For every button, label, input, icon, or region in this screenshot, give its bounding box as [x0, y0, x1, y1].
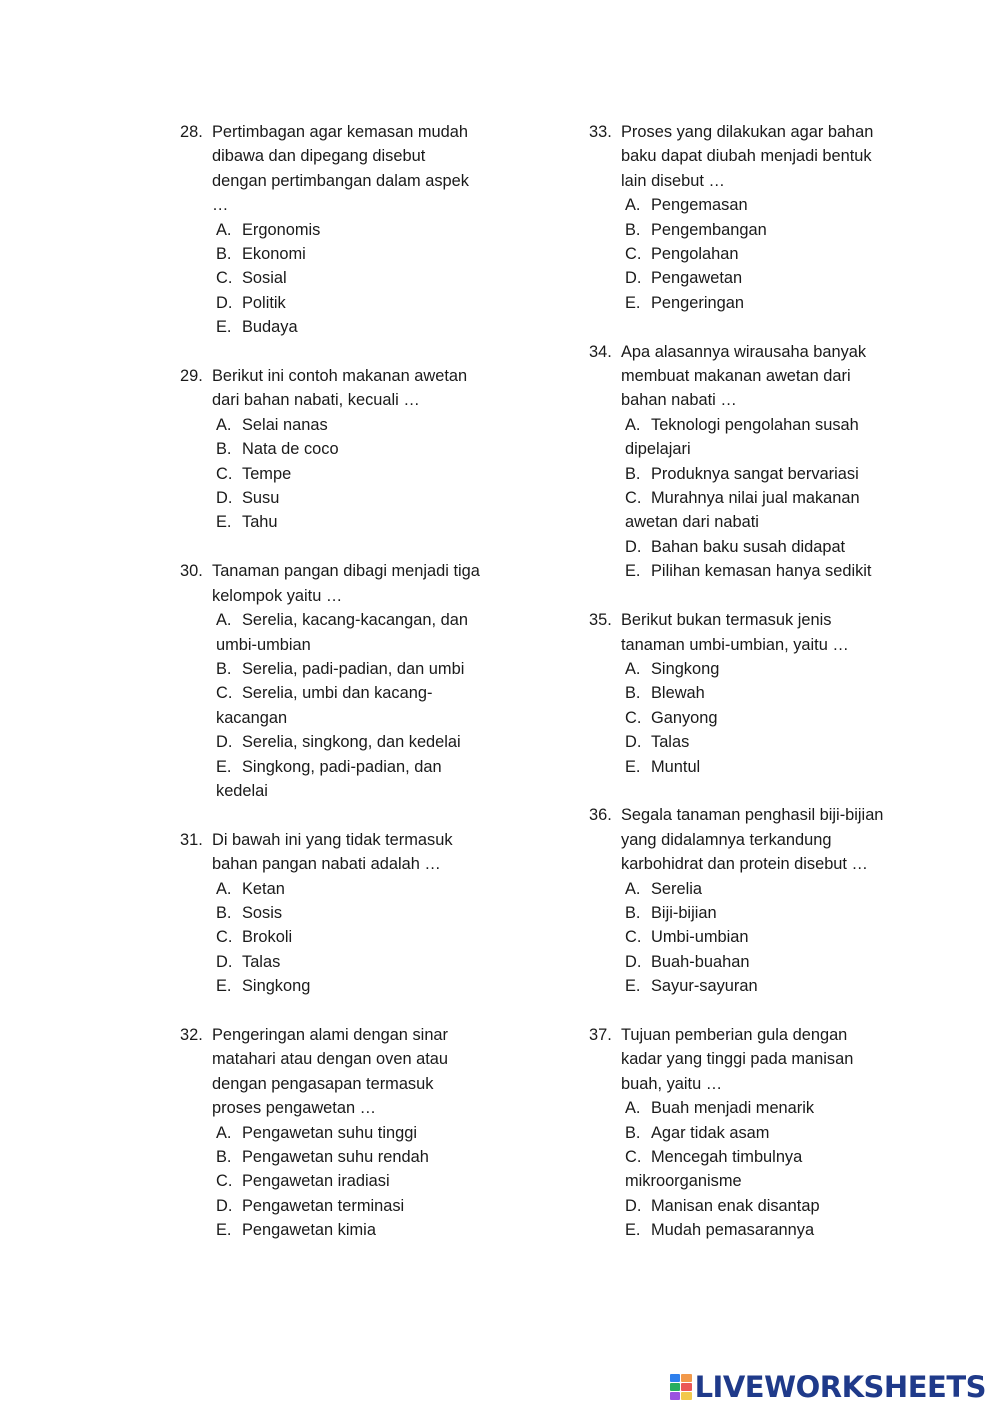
answer-options — [180, 608, 480, 803]
answer-option[interactable] — [180, 974, 480, 998]
question-text: Segala tanaman penghasil biji-bijian yang didalamnya terkandung karbohidrat dan protein disebut … — [621, 806, 884, 874]
option-text: Murahnya nilai jual makanan awetan dari nabati — [625, 489, 860, 532]
answer-option[interactable] — [589, 730, 889, 754]
answer-option[interactable] — [180, 608, 480, 657]
option-letter: E. — [216, 513, 232, 532]
question-stem — [589, 120, 889, 193]
question-stem — [180, 828, 480, 877]
option-letter: C. — [216, 269, 233, 288]
option-text: Pengawetan suhu tinggi — [242, 1123, 417, 1142]
question-stem — [589, 340, 889, 413]
option-text: Mudah pemasarannya — [651, 1221, 815, 1240]
answer-option[interactable] — [180, 218, 480, 242]
option-text: Sosial — [242, 269, 287, 288]
liveworksheets-logo — [670, 1370, 986, 1404]
option-letter: B. — [216, 440, 232, 459]
answer-option[interactable] — [589, 901, 889, 925]
question-35 — [589, 608, 889, 779]
left-question-column — [180, 120, 480, 1267]
option-letter: A. — [216, 879, 232, 898]
option-text: Pengawetan terminasi — [242, 1196, 405, 1215]
answer-option[interactable] — [589, 1096, 889, 1120]
option-letter: E. — [625, 757, 641, 776]
option-letter: E. — [216, 977, 232, 996]
option-text: Blewah — [651, 684, 705, 703]
option-text: Pengawetan iradiasi — [242, 1172, 390, 1191]
answer-option[interactable] — [589, 657, 889, 681]
question-32 — [180, 1023, 480, 1243]
answer-option[interactable] — [180, 291, 480, 315]
answer-option[interactable] — [589, 950, 889, 974]
option-letter: B. — [625, 1123, 641, 1142]
option-letter: D. — [216, 733, 233, 752]
option-text: Ganyong — [651, 708, 718, 727]
option-letter: B. — [625, 464, 641, 483]
answer-option[interactable] — [589, 242, 889, 266]
answer-option[interactable] — [180, 486, 480, 510]
option-text: Serelia, umbi dan kacang-kacangan — [216, 684, 433, 727]
answer-option[interactable] — [589, 681, 889, 705]
option-letter: D. — [625, 269, 642, 288]
answer-option[interactable] — [180, 266, 480, 290]
option-letter: B. — [625, 903, 641, 922]
option-letter: A. — [216, 611, 232, 630]
answer-option[interactable] — [589, 291, 889, 315]
question-text: Apa alasannya wirausaha banyak membuat makanan awetan dari bahan nabati … — [621, 342, 867, 410]
question-stem — [180, 559, 480, 608]
option-text: Ketan — [242, 879, 285, 898]
option-letter: A. — [216, 220, 232, 239]
answer-option[interactable] — [180, 950, 480, 974]
option-letter: B. — [625, 684, 641, 703]
option-text: Politik — [242, 293, 286, 312]
question-37 — [589, 1023, 889, 1243]
option-text: Bahan baku susah didapat — [651, 537, 846, 556]
option-letter: C. — [625, 928, 642, 947]
option-letter: D. — [625, 537, 642, 556]
answer-option[interactable] — [180, 901, 480, 925]
option-text: Budaya — [242, 318, 298, 337]
logo-square — [670, 1392, 681, 1400]
logo-square — [681, 1383, 692, 1391]
option-text: Talas — [242, 952, 281, 971]
option-letter: A. — [625, 879, 641, 898]
option-text: Pengeringan — [651, 293, 744, 312]
option-text: Tempe — [242, 464, 292, 483]
option-text: Brokoli — [242, 928, 293, 947]
option-letter: D. — [625, 733, 642, 752]
logo-square — [670, 1374, 681, 1382]
option-text: Biji-bijian — [651, 903, 717, 922]
option-text: Sosis — [242, 903, 283, 922]
question-number: 36. — [589, 806, 612, 825]
option-letter: E. — [216, 757, 232, 776]
option-text: Buah-buahan — [651, 952, 750, 971]
answer-option[interactable] — [180, 755, 480, 804]
question-stem — [589, 608, 889, 657]
answer-option[interactable] — [589, 1218, 889, 1242]
option-letter: E. — [216, 1221, 232, 1240]
answer-option[interactable] — [589, 559, 889, 583]
answer-option[interactable] — [589, 218, 889, 242]
option-letter: C. — [216, 464, 233, 483]
option-text: Ergonomis — [242, 220, 321, 239]
option-text: Mencegah timbulnya mikroorganisme — [625, 1148, 803, 1191]
option-text: Pengawetan — [651, 269, 743, 288]
question-28 — [180, 120, 480, 340]
question-number: 30. — [180, 562, 203, 581]
answer-option[interactable] — [589, 706, 889, 730]
option-text: Pengawetan kimia — [242, 1221, 376, 1240]
question-text: Di bawah ini yang tidak termasuk bahan pangan nabati adalah … — [212, 830, 453, 874]
option-letter: C. — [216, 1172, 233, 1191]
question-stem — [180, 364, 480, 413]
answer-option[interactable] — [180, 925, 480, 949]
option-letter: D. — [216, 952, 233, 971]
answer-option[interactable] — [589, 193, 889, 217]
answer-option[interactable] — [180, 510, 480, 534]
answer-options — [180, 1121, 480, 1243]
answer-options — [589, 877, 889, 999]
answer-options — [589, 1096, 889, 1242]
option-letter: C. — [625, 708, 642, 727]
answer-option[interactable] — [180, 1145, 480, 1169]
option-text: Pilihan kemasan hanya sedikit — [651, 562, 872, 581]
answer-option[interactable] — [589, 974, 889, 998]
option-letter: C. — [625, 1148, 642, 1166]
option-text: Pengemasan — [651, 196, 748, 215]
answer-option[interactable] — [180, 242, 480, 266]
question-number: 29. — [180, 367, 203, 386]
option-letter: C. — [625, 245, 642, 264]
option-text: Manisan enak disantap — [651, 1196, 820, 1215]
question-31 — [180, 828, 480, 999]
answer-option[interactable] — [180, 657, 480, 681]
answer-option[interactable] — [589, 1194, 889, 1218]
option-text: Talas — [651, 733, 690, 752]
right-question-column — [589, 120, 889, 1267]
option-letter: D. — [625, 952, 642, 971]
question-stem — [180, 1023, 480, 1121]
option-letter: C. — [216, 684, 233, 703]
answer-options — [180, 218, 480, 340]
option-letter: D. — [216, 489, 233, 508]
option-text: Selai nanas — [242, 415, 328, 434]
option-letter: A. — [216, 1123, 232, 1142]
answer-option[interactable] — [589, 877, 889, 901]
answer-option[interactable] — [180, 462, 480, 486]
option-text: Ekonomi — [242, 245, 306, 264]
answer-option[interactable] — [180, 413, 480, 437]
question-number: 37. — [589, 1025, 612, 1044]
answer-option[interactable] — [180, 437, 480, 461]
option-text: Umbi-umbian — [651, 928, 749, 947]
option-text: Pengolahan — [651, 245, 739, 264]
question-stem — [589, 1023, 889, 1096]
logo-square — [670, 1383, 681, 1391]
option-letter: B. — [625, 220, 641, 239]
option-letter: A. — [625, 659, 641, 678]
option-text: Susu — [242, 489, 280, 508]
answer-option[interactable] — [589, 535, 889, 559]
option-letter: B. — [216, 903, 232, 922]
option-text: Agar tidak asam — [651, 1123, 770, 1142]
option-text: Singkong — [651, 659, 720, 678]
answer-option[interactable] — [589, 1121, 889, 1145]
question-text: Tujuan pemberian gula dengan kadar yang tinggi pada manisan buah, yaitu … — [621, 1025, 854, 1093]
answer-option[interactable] — [589, 413, 889, 462]
option-letter: B. — [216, 1148, 232, 1166]
option-letter: A. — [625, 415, 641, 434]
logo-square — [681, 1374, 692, 1382]
answer-option[interactable] — [180, 1194, 480, 1218]
option-text: Pengembangan — [651, 220, 767, 239]
option-text: Buah menjadi menarik — [651, 1099, 815, 1118]
question-30 — [180, 559, 480, 803]
question-29 — [180, 364, 480, 535]
answer-option[interactable] — [180, 1169, 480, 1193]
answer-option[interactable] — [589, 486, 889, 535]
option-text: Teknologi pengolahan susah dipelajari — [625, 415, 859, 459]
option-letter: B. — [216, 659, 232, 678]
question-text: Proses yang dilakukan agar bahan baku dapat diubah menjadi bentuk lain disebut … — [621, 123, 874, 190]
answer-option[interactable] — [589, 266, 889, 290]
question-number: 28. — [180, 123, 203, 141]
logo-square — [681, 1392, 692, 1400]
liveworksheets-logo-icon — [670, 1374, 692, 1400]
answer-option[interactable] — [180, 315, 480, 339]
answer-option[interactable] — [180, 730, 480, 754]
option-letter: B. — [216, 245, 232, 264]
answer-option[interactable] — [180, 877, 480, 901]
question-stem — [589, 803, 889, 876]
option-text: Sayur-sayuran — [651, 977, 758, 996]
option-text: Nata de coco — [242, 440, 339, 459]
answer-options — [589, 657, 889, 779]
question-text: Tanaman pangan dibagi menjadi tiga kelompok yaitu … — [212, 562, 480, 605]
option-letter: A. — [625, 1099, 641, 1118]
answer-option[interactable] — [180, 681, 480, 730]
answer-options — [180, 877, 480, 999]
answer-option[interactable] — [589, 755, 889, 779]
option-letter: E. — [625, 562, 641, 581]
answer-options — [589, 193, 889, 315]
option-letter: E. — [625, 1221, 641, 1240]
question-number: 32. — [180, 1025, 203, 1044]
option-text: Serelia, kacang-kacangan, dan umbi-umbian — [216, 611, 468, 654]
question-36 — [589, 803, 889, 998]
question-stem — [180, 120, 480, 218]
option-letter: D. — [216, 1196, 233, 1215]
option-text: Produknya sangat bervariasi — [651, 464, 859, 483]
question-text: Pertimbagan agar kemasan mudah dibawa dan dipegang disebut dengan pertimbangan dalam aspek … — [212, 123, 469, 215]
question-number: 35. — [589, 611, 612, 630]
logo-text: LIVEWORKSHEETS — [694, 1370, 986, 1404]
question-text: Pengeringan alami dengan sinar matahari atau dengan oven atau dengan pengasapan termasuk proses pengawetan … — [212, 1025, 449, 1118]
option-text: Singkong, padi-padian, dan kedelai — [216, 757, 442, 800]
option-letter: A. — [625, 196, 641, 215]
answer-option[interactable] — [180, 1218, 480, 1242]
option-letter: E. — [216, 318, 232, 337]
option-letter: D. — [625, 1196, 642, 1215]
option-text: Singkong — [242, 977, 311, 996]
question-number: 31. — [180, 830, 203, 849]
answer-option[interactable] — [589, 1145, 889, 1194]
question-text: Berikut bukan termasuk jenis tanaman umbi-umbian, yaitu … — [621, 611, 849, 654]
answer-option[interactable] — [589, 462, 889, 486]
question-number: 34. — [589, 342, 612, 361]
option-text: Serelia, singkong, dan kedelai — [242, 733, 461, 752]
option-text: Pengawetan suhu rendah — [242, 1148, 429, 1166]
option-text: Muntul — [651, 757, 701, 776]
option-letter: A. — [216, 415, 232, 434]
option-text: Serelia — [651, 879, 703, 898]
option-letter: E. — [625, 977, 641, 996]
question-34 — [589, 340, 889, 584]
answer-option[interactable] — [180, 1121, 480, 1145]
answer-options — [589, 413, 889, 584]
question-33 — [589, 120, 889, 315]
answer-option[interactable] — [589, 925, 889, 949]
question-number: 33. — [589, 123, 612, 141]
question-text: Berikut ini contoh makanan awetan dari bahan nabati, kecuali … — [212, 367, 468, 410]
option-text: Serelia, padi-padian, dan umbi — [242, 659, 465, 678]
option-letter: C. — [216, 928, 233, 947]
option-letter: E. — [625, 293, 641, 312]
option-text: Tahu — [242, 513, 278, 532]
option-letter: C. — [625, 489, 642, 508]
option-letter: D. — [216, 293, 233, 312]
answer-options — [180, 413, 480, 535]
